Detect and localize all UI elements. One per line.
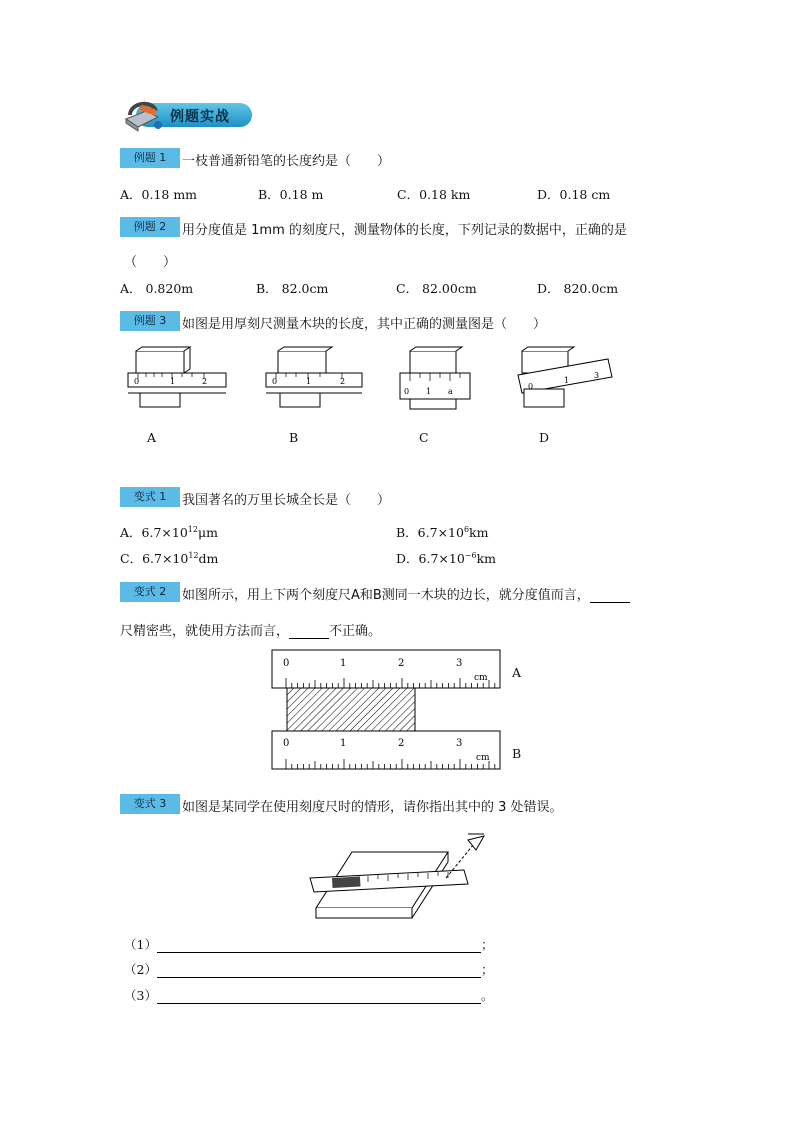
var3-badge: 变式 3 — [120, 794, 180, 814]
var1-question: 我国著名的万里长城全长是（ ） — [182, 493, 391, 508]
wood-block — [287, 688, 415, 731]
figure-b — [266, 347, 362, 407]
svg-text:1: 1 — [426, 387, 432, 396]
ex1-question: 一枝普通新铅笔的长度约是（ ） — [182, 154, 391, 169]
ruler-b-tick-0: 0 — [283, 738, 290, 749]
svg-text:1: 1 — [564, 376, 570, 385]
svg-text:1: 1 — [170, 377, 176, 386]
ruler-b — [272, 731, 500, 769]
ex1-option-c: C．0.18 km — [397, 187, 471, 202]
var1-option-d: D．$6.7\times 10^{-6}km$ — [396, 550, 497, 566]
var2-question-line1: 如图所示，用上下两个刻度尺A和B测同一木块的边长，就分度值而言， — [182, 584, 630, 603]
ruler-a-tick-1: 1 — [340, 658, 347, 669]
ex3-figures — [120, 345, 620, 415]
figure-d — [518, 347, 612, 407]
ruler-b-unit: cm — [476, 753, 490, 763]
ex2-question-cont: （ ） — [124, 255, 177, 270]
ex3-label-a: A — [147, 430, 157, 445]
var1-badge: 变式 1 — [120, 487, 180, 507]
var3-question: 如图是某同学在使用刻度尺时的情形，请你指出其中的 3 处错误。 — [182, 800, 563, 815]
ruler-b-tick-3: 3 — [456, 738, 463, 749]
ex3-label-d: D — [539, 430, 550, 445]
var2-question-line2: 尺精密些，就使用方法而言， 不正确。 — [120, 624, 382, 639]
ruler-a-tick-3: 3 — [456, 658, 463, 669]
ex1-option-b: B．0.18 m — [258, 187, 324, 202]
var3-answer-1: （1） ； — [124, 937, 494, 952]
ex1-badge: 例题 1 — [120, 148, 180, 168]
figure-c — [400, 347, 470, 409]
svg-text:0: 0 — [134, 377, 140, 386]
ruler-b-tick-2: 2 — [398, 738, 405, 749]
ruler-icon — [118, 97, 168, 133]
var3-answer-2: （2） ； — [124, 962, 494, 977]
var3-answer-3: （3） 。 — [124, 988, 494, 1003]
svg-text:0: 0 — [528, 382, 534, 391]
section-title: 例题实战 — [170, 109, 230, 125]
svg-text:2: 2 — [202, 377, 208, 386]
ex2-option-d: D． 820.0cm — [537, 281, 619, 296]
ex3-badge: 例题 3 — [120, 311, 180, 331]
ex2-option-a: A． 0.820m — [120, 281, 194, 296]
var2-figure — [270, 648, 530, 774]
figure-a — [128, 347, 226, 407]
svg-text:a: a — [448, 387, 453, 396]
ex3-label-b: B — [289, 430, 299, 445]
ruler-a — [272, 650, 500, 688]
ruler-b-tick-1: 1 — [340, 738, 347, 749]
svg-text:1: 1 — [306, 377, 312, 386]
var1-option-b: B．$6.7\times 10^6km$ — [396, 524, 489, 540]
var2-badge: 变式 2 — [120, 582, 180, 602]
ex2-question: 用分度值是 1mm 的刻度尺，测量物体的长度，下列记录的数据中，正确的是 — [182, 223, 627, 238]
svg-text:2: 2 — [340, 377, 346, 386]
ruler-b-label: B — [512, 746, 522, 761]
ex3-label-c: C — [419, 430, 429, 445]
svg-text:0: 0 — [272, 377, 278, 386]
eye-icon — [468, 836, 484, 850]
ex2-option-b: B． 82.0cm — [256, 281, 329, 296]
ex2-badge: 例题 2 — [120, 217, 180, 237]
ex3-question: 如图是用厚刻尺测量木块的长度，其中正确的测量图是（ ） — [182, 317, 547, 332]
ruler-a-unit: cm — [474, 673, 488, 683]
ruler-a-tick-2: 2 — [398, 658, 405, 669]
ruler-a-label: A — [512, 665, 522, 680]
ex2-option-c: C． 82.00cm — [396, 281, 477, 296]
ruler-a-tick-0: 0 — [283, 658, 290, 669]
ex1-option-a: A．0.18 mm — [120, 187, 198, 202]
section-banner — [118, 97, 254, 131]
var1-option-a: A．$6.7\times 10^{12}\mu m$ — [120, 524, 218, 540]
svg-text:0: 0 — [404, 387, 410, 396]
var1-option-c: C．$6.7\times 10^{12}dm$ — [120, 550, 219, 566]
ex1-option-d: D．0.18 cm — [537, 187, 611, 202]
var3-figure — [308, 830, 488, 922]
svg-text:3: 3 — [594, 371, 600, 380]
